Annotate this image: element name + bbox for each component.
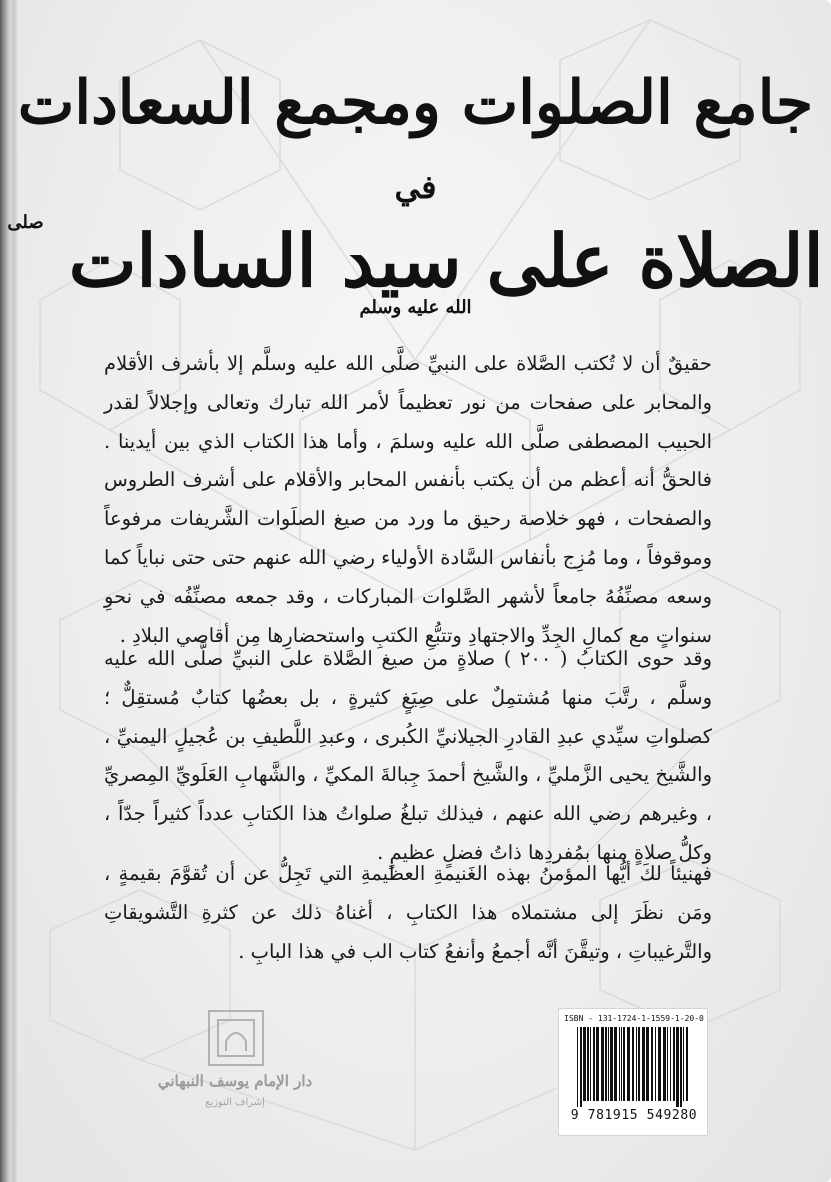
description-paragraph-2: وقد حوى الكتابُ ( ٢٠٠ ) صلاةٍ من صيغ الصَّلاة على النبيِّ صلَّى الله عليه وسلَّم ، رتَّبَ منها مُشتمِلٌ على صِيَغٍ كثيرةٍ ، بل بعضُها كتابٌ مُستقِلٌّ ؛ كصلواتِ سيِّدي عبدِ القادرِ الجيلانيِّ الكُبرى ، وعبدِ اللَّطيفِ بن عُجيلٍ اليمنيِّ ، والشَّيخ يحيى الزَّمليِّ ، والشَّيخ أحمدَ جِبالةَ المكيِّ ، والشَّهابِ العَلَويِّ المِصريِّ ، وغيرهم رضي الله عنهم ، فيذلك تبلغُ صلواتُ هذا الكتابِ عدداً كثيراً جدّاً ، وكلُّ صلاةٍ منها بمُفردِها ذاتُ فضلٍ عظيمٍ . (104, 647, 712, 864)
isbn-label: ISBN - 131-1724-1-1559-1-20-0 (564, 1014, 704, 1023)
publisher-logo-icon (208, 1010, 264, 1066)
barcode-bar (596, 1027, 599, 1101)
barcode-bar (587, 1027, 589, 1101)
barcode-bar (686, 1027, 688, 1101)
description-paragraph-1: حقيقٌ أن لا تُكتب الصَّلاة على النبيِّ صلَّى الله عليه وسلَّم إلا بأشرف الأقلام والمحابر على صفحات من نور تعظيماً لأمر الله تبارك وتعالى وإجلالاً لقدر الحبيب المصطفى صلَّى الله عليه وسلمَ ، وأما هذا الكتاب الذي بين أيدينا . فالحقُّ أنه أعظم من أن يكتب بأنفس المحابر والأقلام على أشرف الطروس والصفحات ، فهو خلاصة رحيق ما ورد من صيغ الصلَوات الشَّريفات مرفوعاً وموقوفاً ، وما مُزِج بأنفاس السَّادة الأولياء رضي الله عنهم حتى حتى نباياً كما وسعه مصنِّفُهُ جامعاً لأشهر الصَّلوات المباركات ، وقد جمعه مصنِّفُه في نحوِ سنواتٍ مع كمالِ الجِدِّ والاجتهادِ وتتبُّعِ الكتبِ واستحضارِها مِن أقاصي البلادِ . (104, 352, 712, 647)
barcode-bar (642, 1027, 645, 1101)
isbn-barcode (558, 1008, 708, 1136)
barcode-bar (623, 1027, 625, 1101)
honorific-ligature: صلى الله عليه وسلم (7, 212, 472, 318)
barcode-bar (658, 1027, 661, 1101)
publisher-name: دار الإمام يوسف النبهاني (157, 1072, 313, 1090)
barcode-bar (646, 1027, 649, 1101)
barcode-bar (680, 1027, 682, 1107)
barcode-bar (670, 1027, 671, 1101)
barcode-bar (667, 1027, 668, 1101)
barcode-bar (610, 1027, 613, 1101)
barcode-bar (673, 1027, 675, 1101)
barcode-bar (619, 1027, 620, 1101)
barcode-bar (605, 1027, 607, 1101)
barcode-bar (577, 1027, 578, 1107)
barcode-bar (636, 1027, 637, 1101)
barcode-bar (608, 1027, 609, 1101)
barcode-bar (601, 1027, 604, 1101)
barcode-bar (655, 1027, 656, 1101)
book-title-line-3-text: الصلاة على سيد السادات (68, 218, 824, 303)
publisher-logo-inner-frame (217, 1019, 255, 1057)
book-title-line-1: جامع الصلوات ومجمع السعادات (17, 68, 814, 138)
barcode-bars (575, 1027, 693, 1109)
barcode-bar (676, 1027, 679, 1107)
barcode-bar (621, 1027, 622, 1101)
publisher-tagline: إشراف التوزيع (205, 1097, 265, 1108)
dome-icon (219, 1021, 253, 1055)
barcode-bar (632, 1027, 634, 1101)
barcode-bar (683, 1027, 684, 1101)
barcode-bar (651, 1027, 653, 1101)
barcode-bar (580, 1027, 582, 1107)
barcode-bar (583, 1027, 586, 1101)
barcode-bar (638, 1027, 640, 1101)
barcode-bar (614, 1027, 617, 1101)
barcode-bar (663, 1027, 666, 1101)
barcode-bar (590, 1027, 591, 1101)
barcode-digits: 9 781915 549280 (570, 1108, 698, 1123)
barcode-bar (593, 1027, 595, 1101)
book-title-connector: في (394, 168, 437, 206)
description-paragraph-3: فهنيئاً لكَ أيُّها المؤمنُ بهذه الغَنيمةِ العظيمةِ التي تَجِلُّ عن أن تُقوَّمَ بقيمةٍ ، ومَن نظَرَ إلى مشتملاه هذا الكتابِ ، أغناهُ ذلك عن كثرةِ التَّشويقاتِ والتَّرغيباتِ ، وتيقَّنَ أنَّه أجمعُ وأنفعُ كتاب الب في هذا البابِ . (104, 862, 712, 963)
barcode-bar (627, 1027, 630, 1101)
